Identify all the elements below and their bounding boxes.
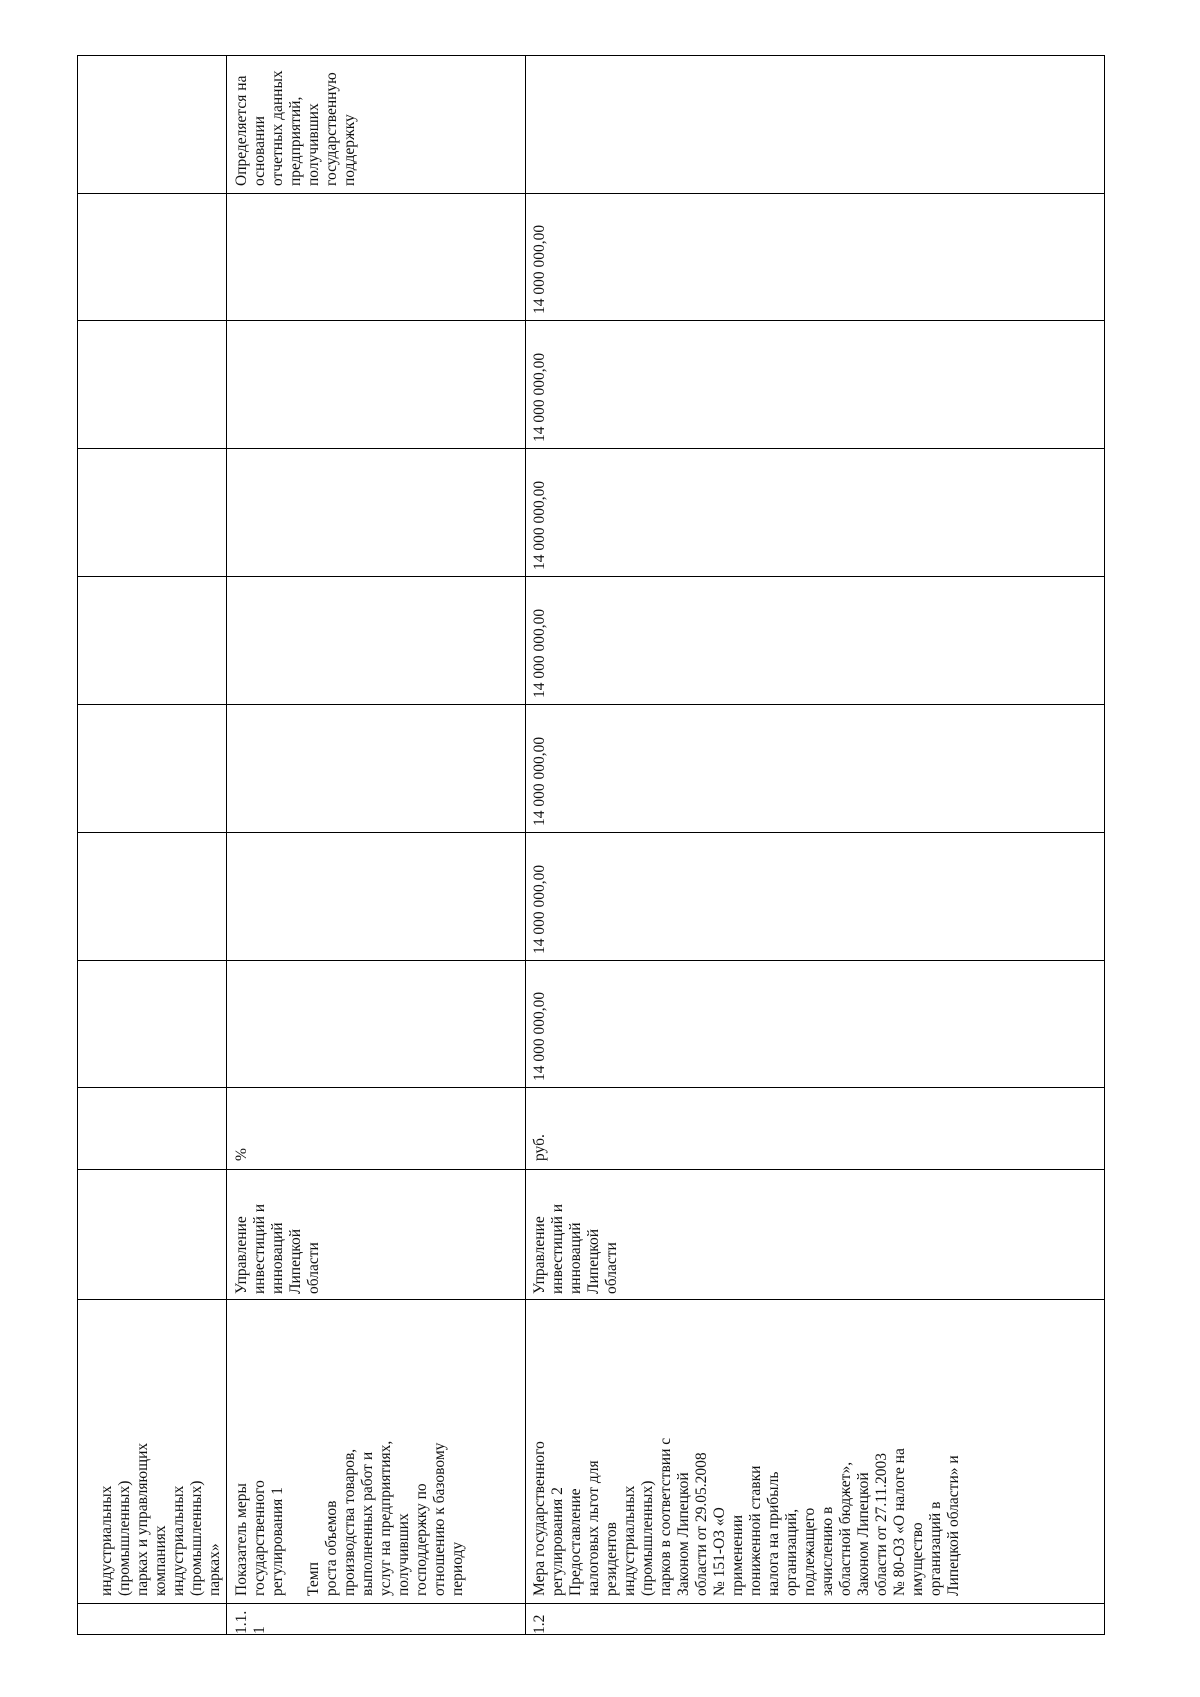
row-1-1-note: Определяется на основании отчетных данных предприятий, получивших государственную поддержку xyxy=(233,70,358,186)
row-1-1-name: Показатель меры государственного регулирования 1 Темп роста объемов производства товаров, выполненных работ и услуг на предприятиях, получивших господдержку по отношению к базовому периоду xyxy=(233,1440,466,1596)
row-1-2-name: Мера государственного регулирования 2 Предоставление налоговых льгот для резидентов индустриальных (промышленных) парков в соответствии с Законом Липецкой области от 29.05.2008 № 151-ОЗ «О применении пониженной ставки налога на прибыль организаций, подлежащего зачислению в областной бюджет», Законом Липецкой области от 27.11.2003 № 80-ОЗ «О налоге на имущество организаций в Липецкой области» и xyxy=(531,1437,962,1596)
number-column-divider xyxy=(78,1603,226,1604)
row-1-2-value: 14 000 000,00 xyxy=(531,864,548,954)
column-divider xyxy=(78,193,1104,194)
row-divider xyxy=(226,56,227,1634)
column-divider xyxy=(78,320,1104,321)
column-divider xyxy=(78,960,1104,961)
row-1-2-value: 14 000 000,00 xyxy=(531,991,548,1081)
table-page xyxy=(77,55,1105,1635)
row-1-2-value: 14 000 000,00 xyxy=(531,480,548,570)
row-1-1-executor: Управление инвестиций и инноваций Липецкой области xyxy=(233,1203,322,1294)
row-1-2-value: 14 000 000,00 xyxy=(531,352,548,442)
row-1-2-number: 1.2 xyxy=(531,1614,548,1634)
row-divider xyxy=(525,56,526,1634)
column-divider xyxy=(78,1087,1104,1088)
row-1-2-unit: руб. xyxy=(531,1134,548,1161)
row-1-2-value: 14 000 000,00 xyxy=(531,224,548,314)
row-1-2-value: 14 000 000,00 xyxy=(531,608,548,698)
column-divider xyxy=(78,576,1104,577)
row-1-2-executor: Управление инвестиций и инноваций Липецкой области xyxy=(531,1203,620,1294)
row-1-1-number: 1.1. 1 xyxy=(233,1610,268,1634)
column-divider xyxy=(78,832,1104,833)
row-1-1-unit: % xyxy=(233,1148,250,1161)
column-divider xyxy=(78,448,1104,449)
row-top-name: индустриальных (промышленных) парках и управляющих компаниях индустриальных (промышленных) парках» xyxy=(98,1442,223,1596)
row-1-2-value: 14 000 000,00 xyxy=(531,736,548,826)
column-divider xyxy=(78,704,1104,705)
column-divider xyxy=(78,1603,1104,1604)
